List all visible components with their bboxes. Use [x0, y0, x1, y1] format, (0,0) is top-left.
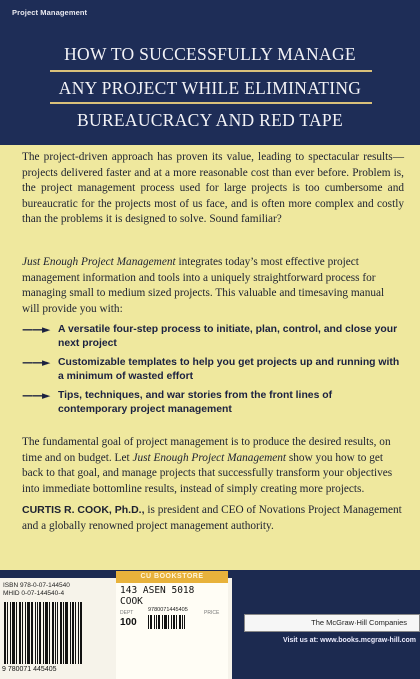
- publisher-website: Visit us at: www.books.mcgraw-hill.com: [282, 637, 416, 644]
- arrow-icon: ——►: [22, 389, 50, 402]
- sticker-code: 9780071445405: [148, 607, 188, 613]
- goal-text-start: The fundamental goal of project management is to produce the desired results, on time and on budget. Let: [22, 436, 391, 464]
- sticker-sku: [120, 585, 194, 607]
- intro-paragraph: The project-driven approach has proven its value, leading to spectacular results—projects delivered faster and at a more reasonable cost than ever before. Problem is, the project management process used for large projects is too cumbersome and bureaucratic for the projects most of us face, and is often more complex and costly than the problems it is designed to solve. Sound familiar?: [22, 151, 404, 225]
- headline-line-2: ANY PROJECT WHILE ELIMINATING: [58, 78, 362, 98]
- goal-paragraph: [22, 435, 404, 497]
- book-title: Just Enough Project Management: [132, 451, 287, 464]
- feature-text: A versatile four-step process to initiate, plan, control, and close your next project: [58, 324, 398, 349]
- author-name: CURTIS R. COOK, Ph.D.,: [22, 504, 145, 516]
- description-panel: [0, 145, 420, 570]
- overview-paragraph: [22, 255, 404, 317]
- list-item: [22, 356, 404, 384]
- book-title: Just Enough Project Management: [22, 256, 176, 268]
- list-item: [22, 323, 404, 351]
- publisher-logo: The McGraw·Hill Companies: [244, 614, 420, 632]
- dept-caption: DEPT: [120, 610, 134, 616]
- category-label: Project Management: [12, 8, 88, 17]
- mhid: MHID 0-07-144540-4: [3, 590, 65, 597]
- arrow-icon: ——►: [22, 323, 50, 336]
- feature-text: Tips, techniques, and war stories from the front lines of contemporary project management: [58, 390, 333, 415]
- author-paragraph: [22, 503, 404, 534]
- headline-line-1: HOW TO SUCCESSFULLY MANAGE: [64, 44, 356, 64]
- overview-text: integrates today’s most effective project management information and tools into a uniquely straightforward process for managing small to medium sized projects. This valuable and timesaving manual will provide you with:: [22, 256, 385, 315]
- price-caption: PRICE: [204, 610, 220, 616]
- sku-line: 143 ASEN 5018: [120, 585, 195, 596]
- author-bio: is president and CEO of Novations Project Management and a globally renowned project management authority.: [22, 504, 402, 532]
- bookstore-price-sticker: [116, 571, 228, 679]
- bookstore-name: CU BOOKSTORE: [116, 571, 228, 583]
- list-item: [22, 389, 404, 417]
- headline-divider: [50, 70, 372, 72]
- sku-author: COOK: [120, 596, 143, 607]
- feature-text: Customizable templates to help you get projects up and running with a minimum of wasted effort: [58, 357, 400, 382]
- sticker-barcode: [148, 615, 200, 629]
- headline-divider: [50, 102, 372, 104]
- headline-line-3: BUREAUCRACY AND RED TAPE: [77, 110, 343, 130]
- arrow-icon: ——►: [22, 356, 50, 369]
- barcode-number: 9 780071 445405: [2, 666, 57, 673]
- feature-list: [22, 323, 404, 422]
- isbn-barcode: [4, 602, 96, 664]
- isbn-13: ISBN 978-0-07-144540: [3, 582, 70, 589]
- dept-number: 100: [120, 617, 137, 628]
- goal-text-end: show you how to get back to that goal, and manage projects that successfully transform your objectives into immediate bottomline results, instead of simply creating more projects.: [22, 451, 393, 495]
